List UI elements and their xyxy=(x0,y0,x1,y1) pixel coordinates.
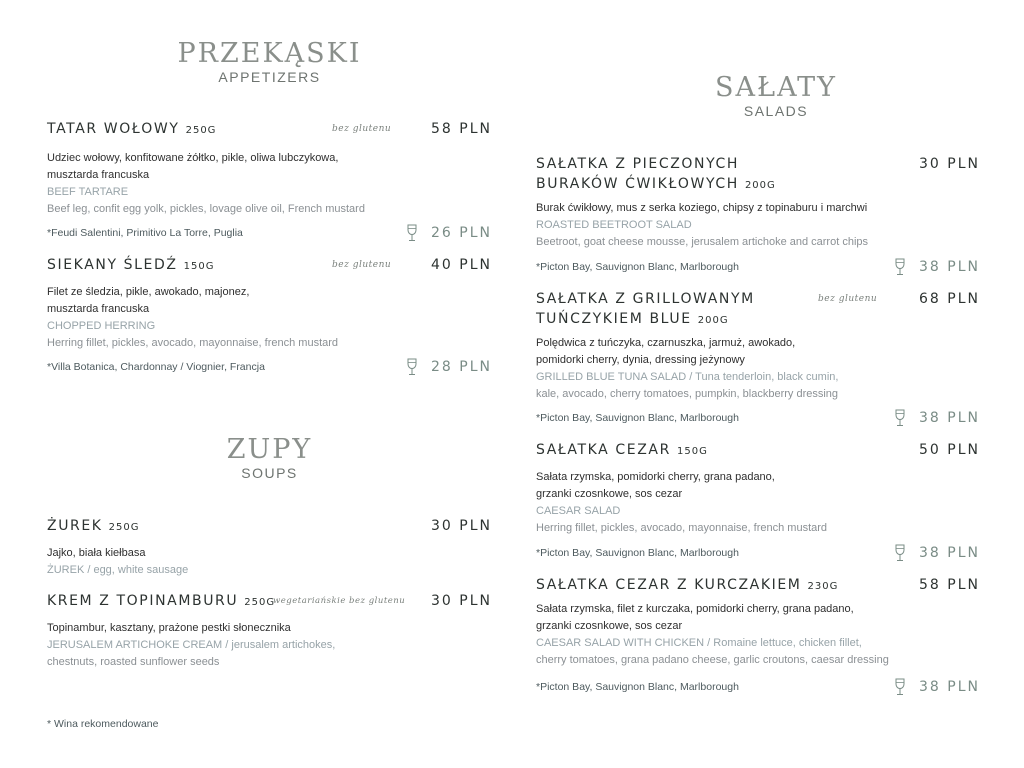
dish-weight: 150G xyxy=(676,446,708,457)
wine-footnote: * Wina rekomendowane xyxy=(47,718,159,730)
wine-price: 26 PLN xyxy=(431,225,492,241)
dish-caesar-chicken-salad xyxy=(536,575,980,669)
dish-price: 40 PLN xyxy=(431,257,492,273)
english-title: CAESAR SALAD xyxy=(536,505,621,517)
appetizers-title: PRZEKĄSKI xyxy=(177,38,362,69)
desc-en-line: ŻUREK / egg, white sausage xyxy=(47,564,189,576)
gluten-free-tag: bez glutenu xyxy=(332,124,392,134)
dish-description xyxy=(536,335,980,403)
appetizers-subtitle: APPETIZERS xyxy=(218,69,321,85)
gluten-free-tag: bez glutenu xyxy=(332,260,392,270)
dish-price: 50 PLN xyxy=(919,442,980,458)
salads-subtitle: SALADS xyxy=(743,103,809,119)
desc-en-line: JERUSALEM ARTICHOKE CREAM / jerusalem artichokes, xyxy=(47,639,336,651)
dish-name xyxy=(47,119,492,141)
dish-name xyxy=(47,591,492,613)
dish-description xyxy=(536,200,980,251)
wine-glass-icon xyxy=(893,258,907,276)
english-title: CHOPPED HERRING xyxy=(47,320,156,332)
dish-price: 30 PLN xyxy=(431,518,492,534)
dish-description xyxy=(47,545,492,579)
desc-pl-line: musztarda francuska xyxy=(47,303,150,315)
desc-pl-line: Jajko, biała kiełbasa xyxy=(47,547,146,559)
desc-en-line: Herring fillet, pickles, avocado, mayonnaise, french mustard xyxy=(536,522,828,534)
wine-price: 38 PLN xyxy=(919,410,980,426)
dish-sledz xyxy=(47,255,492,352)
wine-price: 38 PLN xyxy=(919,679,980,695)
dish-weight: 200G xyxy=(697,315,729,326)
desc-pl-line: Topinambur, kasztany, prażone pestki słonecznika xyxy=(47,622,291,634)
desc-en-line: Beetroot, goat cheese mousse, jerusalem artichoke and carrot chips xyxy=(536,236,869,248)
wine-glass-icon xyxy=(893,544,907,562)
soups-subtitle: SOUPS xyxy=(241,465,298,481)
salads-section-header xyxy=(554,74,998,118)
wine-recommendation xyxy=(47,223,492,243)
desc-en-line: cherry tomatoes, grana padano cheese, garlic croutons, caesar dressing xyxy=(536,654,889,666)
desc-pl-line: grzanki czosnkowe, sos cezar xyxy=(536,488,683,500)
dish-beetroot-salad xyxy=(536,154,980,251)
english-title: ROASTED BEETROOT SALAD xyxy=(536,219,692,231)
wine-name: *Picton Bay, Sauvignon Blanc, Marlborough xyxy=(536,547,739,559)
dish-price: 30 PLN xyxy=(431,593,492,609)
dish-caesar-salad xyxy=(536,440,980,537)
desc-en-line: kale, avocado, cherry tomatoes, pumpkin, blackberry dressing xyxy=(536,388,839,400)
dish-tuna-salad xyxy=(536,289,980,403)
dish-title-line: SAŁATKA Z GRILLOWANYM xyxy=(536,291,755,307)
desc-en-line: Herring fillet, pickles, avocado, mayonnaise, french mustard xyxy=(47,337,339,349)
desc-pl-line: Sałata rzymska, pomidorki cherry, grana padano, xyxy=(536,471,775,483)
dish-title: ŻUREK xyxy=(47,518,103,534)
wine-price: 28 PLN xyxy=(431,359,492,375)
wine-recommendation xyxy=(47,357,492,377)
soups-section-header xyxy=(47,436,492,480)
dish-weight: 230G xyxy=(807,581,839,592)
desc-pl-line: Burak ćwikłowy, mus z serka koziego, chipsy z topinaburu i marchwi xyxy=(536,202,868,214)
wine-glass-icon xyxy=(405,224,419,242)
dish-price: 68 PLN xyxy=(919,291,980,307)
dish-name xyxy=(47,516,492,538)
wine-glass-icon xyxy=(893,678,907,696)
dish-description xyxy=(47,620,492,671)
dish-description xyxy=(47,150,492,218)
dish-weight: 200G xyxy=(744,180,776,191)
dish-description xyxy=(47,284,492,352)
dish-name xyxy=(47,255,492,277)
dish-weight: 150G xyxy=(183,261,215,272)
dish-name xyxy=(536,154,980,196)
desc-pl-line: Udziec wołowy, konfitowane żółtko, pikle, oliwa lubczykowa, xyxy=(47,152,339,164)
desc-en-line: GRILLED BLUE TUNA SALAD / Tuna tenderloin, black cumin, xyxy=(536,371,839,383)
wine-glass-icon xyxy=(893,409,907,427)
desc-en-line: CAESAR SALAD WITH CHICKEN / Romaine lettuce, chicken fillet, xyxy=(536,637,862,649)
dish-title-line: TUŃCZYKIEM BLUE xyxy=(536,311,692,327)
dish-krem-topinambur xyxy=(47,591,492,671)
wine-price: 38 PLN xyxy=(919,545,980,561)
dish-price: 30 PLN xyxy=(919,156,980,172)
wine-glass-icon xyxy=(405,358,419,376)
dish-title: SIEKANY ŚLEDŹ xyxy=(47,257,178,273)
dish-zurek xyxy=(47,516,492,579)
soups-title: ZUPY xyxy=(226,434,313,465)
wine-price: 38 PLN xyxy=(919,259,980,275)
wine-name: *Picton Bay, Sauvignon Blanc, Marlborough xyxy=(536,261,739,273)
desc-pl-line: pomidorki cherry, dynia, dressing jeżynowy xyxy=(536,354,745,366)
desc-en-line: Beef leg, confit egg yolk, pickles, lovage olive oil, French mustard xyxy=(47,203,365,215)
dish-name xyxy=(536,289,980,331)
wine-name: *Feudi Salentini, Primitivo La Torre, Puglia xyxy=(47,227,243,239)
wine-name: *Villa Botanica, Chardonnay / Viognier, Francja xyxy=(47,361,265,373)
desc-pl-line: Sałata rzymska, filet z kurczaka, pomidorki cherry, grana padano, xyxy=(536,603,854,615)
wine-recommendation xyxy=(536,543,980,563)
dish-title: SAŁATKA CEZAR Z KURCZAKIEM xyxy=(536,577,802,593)
dish-title-line: BURAKÓW ĆWIKŁOWYCH xyxy=(536,176,739,192)
gluten-free-tag: bez glutenu xyxy=(818,294,878,304)
dish-description xyxy=(536,601,980,669)
dish-price: 58 PLN xyxy=(919,577,980,593)
wine-recommendation xyxy=(536,677,980,697)
appetizers-section-header xyxy=(47,40,492,84)
dish-name xyxy=(536,440,980,462)
dish-tatar xyxy=(47,119,492,218)
english-title: BEEF TARTARE xyxy=(47,186,129,198)
dish-name xyxy=(536,575,980,597)
dish-weight: 250G xyxy=(244,597,276,608)
dish-weight: 250G xyxy=(185,125,217,136)
desc-pl-line: Polędwica z tuńczyka, czarnuszka, jarmuż, awokado, xyxy=(536,337,796,349)
dish-price: 58 PLN xyxy=(431,121,492,137)
dish-title: KREM Z TOPINAMBURU xyxy=(47,593,239,609)
dish-title-line: SAŁATKA Z PIECZONYCH xyxy=(536,156,740,172)
desc-pl-line: Filet ze śledzia, pikle, awokado, majonez, xyxy=(47,286,250,298)
desc-pl-line: grzanki czosnkowe, sos cezar xyxy=(536,620,683,632)
dish-title: SAŁATKA CEZAR xyxy=(536,442,671,458)
dish-description xyxy=(536,469,980,537)
vegetarian-gluten-free-tag: wegetariańskie bez glutenu xyxy=(273,596,406,606)
desc-en-line: chestnuts, roasted sunflower seeds xyxy=(47,656,220,668)
wine-recommendation xyxy=(536,257,980,277)
dish-title: TATAR WOŁOWY xyxy=(47,121,180,137)
salads-title: SAŁATY xyxy=(715,72,837,103)
desc-pl-line: musztarda francuska xyxy=(47,169,150,181)
dish-weight: 250G xyxy=(108,522,140,533)
wine-name: *Picton Bay, Sauvignon Blanc, Marlborough xyxy=(536,681,739,693)
wine-recommendation xyxy=(536,408,980,428)
wine-name: *Picton Bay, Sauvignon Blanc, Marlborough xyxy=(536,412,739,424)
